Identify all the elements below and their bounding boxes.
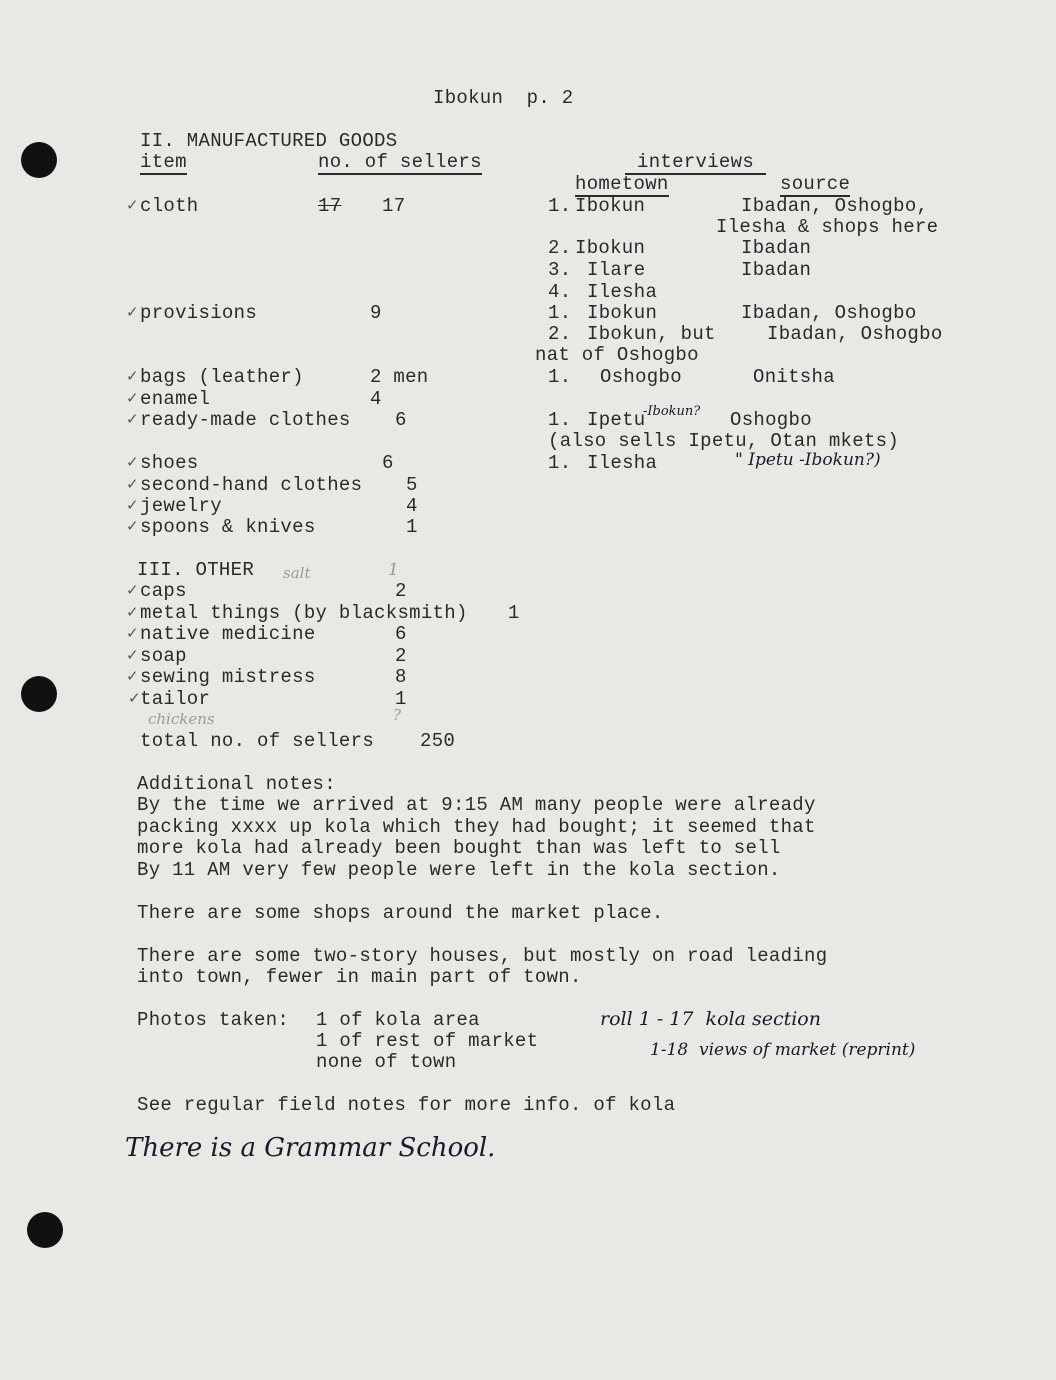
item-count: 2 men xyxy=(370,366,429,388)
check-mark-icon: ✓ xyxy=(126,581,139,599)
item-label: provisions xyxy=(140,302,258,324)
interview-number: 3. xyxy=(548,259,572,281)
handwritten-note: salt xyxy=(283,564,311,582)
interview-source: Ibadan, Oshogbo xyxy=(767,323,943,345)
interview-hometown: Ibokun xyxy=(587,302,658,324)
interview-number: 1. xyxy=(548,366,572,388)
item-count: 9 xyxy=(370,302,382,324)
item-label: metal things (by blacksmith) xyxy=(140,602,468,624)
interview-hometown: Ibokun xyxy=(575,195,646,217)
interview-hometown: Oshogbo xyxy=(600,366,682,388)
handwritten-note: 1-18 views of market (reprint) xyxy=(650,1040,916,1060)
item-label: tailor xyxy=(140,688,211,710)
notes-line: By the time we arrived at 9:15 AM many people were already xyxy=(137,794,816,816)
item-label: native medicine xyxy=(140,623,316,645)
crossed-count: 17 xyxy=(318,195,342,217)
notes-line: more kola had already been bought than was left to sell xyxy=(137,837,781,859)
notes-line: There are some shops around the market place. xyxy=(137,902,664,924)
interview-number: 4. xyxy=(548,281,572,303)
interview-source: Ibadan xyxy=(741,259,812,281)
check-mark-icon: ✓ xyxy=(126,453,139,471)
item-label: sewing mistress xyxy=(140,666,316,688)
item-label: shoes xyxy=(140,452,199,474)
column-header-hometown: hometown xyxy=(575,173,669,195)
handwritten-note: There is a Grammar School. xyxy=(125,1133,496,1163)
interview-number: 2. xyxy=(548,237,572,259)
page-title: Ibokun p. 2 xyxy=(433,87,574,109)
interview-number: 1. xyxy=(548,409,572,431)
interview-source: Onitsha xyxy=(753,366,835,388)
check-mark-icon: ✓ xyxy=(126,196,139,214)
check-mark-icon: ✓ xyxy=(126,646,139,664)
item-count: 2 xyxy=(395,645,407,667)
handwritten-count: 1 xyxy=(388,560,399,580)
check-mark-icon: ✓ xyxy=(126,367,139,385)
notes-line: There are some two-story houses, but mostly on road leading xyxy=(137,945,828,967)
photos-label: Photos taken: xyxy=(137,1009,290,1031)
handwritten-note: -Ibokun? xyxy=(643,404,701,419)
interview-hometown: Ilesha xyxy=(587,281,658,303)
item-label: jewelry xyxy=(140,495,222,517)
interview-hometown: Ipetu xyxy=(587,409,646,431)
item-label: spoons & knives xyxy=(140,516,316,538)
item-label: enamel xyxy=(140,388,211,410)
item-label: soap xyxy=(140,645,187,667)
item-count: 17 xyxy=(382,195,406,217)
item-label: second-hand clothes xyxy=(140,474,363,496)
interview-source: Ibadan, Oshogbo xyxy=(741,302,917,324)
interview-hometown: Ibokun, but xyxy=(587,323,716,345)
handwritten-note: chickens xyxy=(148,710,215,728)
interview-hometown: Ilesha xyxy=(587,452,658,474)
interview-number: 1. xyxy=(548,452,572,474)
check-mark-icon: ✓ xyxy=(126,603,139,621)
section-heading: II. MANUFACTURED GOODS xyxy=(140,130,398,152)
item-count: 6 xyxy=(395,623,407,645)
item-label: caps xyxy=(140,580,187,602)
handwritten-note: " Ipetu -Ibokun?) xyxy=(735,450,881,470)
notes-line: See regular field notes for more info. of kola xyxy=(137,1094,676,1116)
item-label: cloth xyxy=(140,195,199,217)
item-count: 1 xyxy=(508,602,520,624)
punch-hole xyxy=(21,676,57,712)
interview-number: 2. xyxy=(548,323,572,345)
check-mark-icon: ✓ xyxy=(126,389,139,407)
photos-item: 1 of kola area xyxy=(316,1009,480,1031)
item-label: bags (leather) xyxy=(140,366,304,388)
item-count: 8 xyxy=(395,666,407,688)
punch-hole xyxy=(27,1212,63,1248)
column-header-interviews: interviews xyxy=(625,151,766,175)
item-count: 6 xyxy=(382,452,394,474)
handwritten-note: roll 1 - 17 kola section xyxy=(600,1008,821,1030)
check-mark-icon: ✓ xyxy=(126,496,139,514)
check-mark-icon: ✓ xyxy=(126,475,139,493)
column-header-source: source xyxy=(780,173,851,195)
handwritten-count: ? xyxy=(393,706,402,724)
interview-number: 1. xyxy=(548,195,572,217)
interview-note: (also sells Ipetu, Otan mkets) xyxy=(548,430,900,452)
check-mark-icon: ✓ xyxy=(126,517,139,535)
interview-hometown: Ibokun xyxy=(575,237,646,259)
item-count: 4 xyxy=(370,388,382,410)
interview-source: Ibadan xyxy=(741,237,812,259)
interview-source: Oshogbo xyxy=(730,409,812,431)
item-label: ready-made clothes xyxy=(140,409,351,431)
interview-hometown: nat of Oshogbo xyxy=(535,344,699,366)
photos-item: none of town xyxy=(316,1051,457,1073)
item-count: 5 xyxy=(406,474,418,496)
check-mark-icon: ✓ xyxy=(126,667,139,685)
notes-line: By 11 AM very few people were left in the kola section. xyxy=(137,859,781,881)
check-mark-icon: ✓ xyxy=(126,624,139,642)
notes-heading: Additional notes: xyxy=(137,773,336,795)
notes-line: packing xxxx up kola which they had bought; it seemed that xyxy=(137,816,816,838)
interview-hometown: Ilare xyxy=(587,259,646,281)
column-header-sellers: no. of sellers xyxy=(318,151,482,173)
item-count: 1 xyxy=(406,516,418,538)
interview-source: Ibadan, Oshogbo, xyxy=(741,195,929,217)
total-label: total no. of sellers xyxy=(140,730,375,752)
item-count: 4 xyxy=(406,495,418,517)
interview-source: Ilesha & shops here xyxy=(716,216,939,238)
column-header-item: item xyxy=(140,151,187,173)
check-mark-icon: ✓ xyxy=(128,689,141,707)
check-mark-icon: ✓ xyxy=(126,303,139,321)
section-heading: III. OTHER xyxy=(137,559,255,581)
notes-line: into town, fewer in main part of town. xyxy=(137,966,582,988)
photos-item: 1 of rest of market xyxy=(316,1030,539,1052)
item-count: 1 xyxy=(395,688,407,710)
check-mark-icon: ✓ xyxy=(126,410,139,428)
total-value: 250 xyxy=(420,730,456,752)
item-count: 6 xyxy=(395,409,407,431)
item-count: 2 xyxy=(395,580,407,602)
interview-number: 1. xyxy=(548,302,572,324)
punch-hole xyxy=(21,142,57,178)
